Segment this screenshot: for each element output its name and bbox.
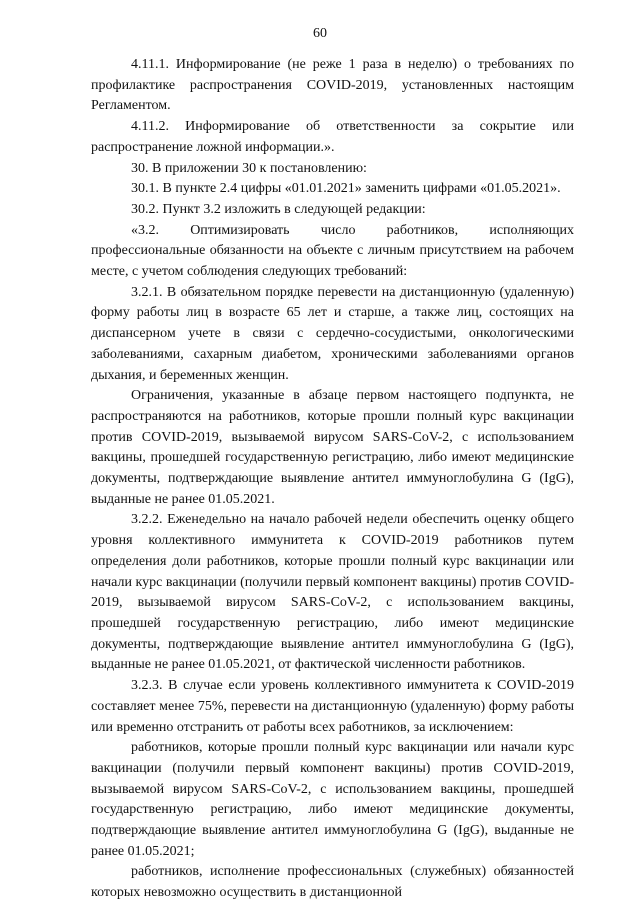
paragraph-vaccinated-workers: работников, которые прошли полный курс вакцинации или начали курс вакцинации (получили первый компонент вакцины) против COVID-2019, вызываемой вирусом SARS-CoV-2, с использованием вакцины, прошедшей государственную регистрацию, либо имеют медицинские документы, подтверждающие выявление антител иммуноглобулина G (IgG), выданные не ранее 01.05.2021;	[91, 740, 574, 859]
paragraph-3-2-1: 3.2.1. В обязательном порядке перевести на дистанционную (удаленную) форму работы лиц в возрасте 65 лет и старше, а также лиц, состоящих на диспансерном учете в связи с сердечно-сосудистыми, онкологическими заболеваниями, сахарным диабетом, хроническими заболеваниями органов дыхания, и беременных женщин.	[91, 284, 574, 383]
paragraph-remote-impossible: работников, исполнение профессиональных (служебных) обязанностей которых невозможно осуществить в дистанционной	[91, 864, 574, 901]
page-number: 60	[313, 26, 327, 41]
paragraph-restrictions: Ограничения, указанные в абзаце первом настоящего подпункта, не распространяются на работников, которые прошли полный курс вакцинации против COVID-2019, вызываемой вирусом SARS-CoV-2, с использованием вакцины, прошедшей государственную регистрацию, либо имеют медицинские документы, подтверждающие выявление антител иммуноглобулина G (IgG), выданные не ранее 01.05.2021.	[91, 388, 574, 507]
paragraph-3-2-3: 3.2.3. В случае если уровень коллективного иммунитета к COVID-2019 составляет менее 75%, перевести на дистанционную (удаленную) форму работы или временно отстранить от работы всех работников, за исключением:	[91, 678, 574, 735]
paragraph-30-2: 30.2. Пункт 3.2 изложить в следующей редакции:	[131, 201, 426, 217]
paragraph-4-11-1: 4.11.1. Информирование (не реже 1 раза в неделю) о требованиях по профилактике распространения COVID-2019, установленных настоящим Регламентом.	[91, 57, 574, 114]
paragraph-3-2: «3.2. Оптимизировать число работников, исполняющих профессиональные обязанности на объекте с личным присутствием на рабочем месте, с учетом соблюдения следующих требований:	[91, 222, 574, 280]
paragraph-3-2-2: 3.2.2. Еженедельно на начало рабочей недели обеспечить оценку общего уровня коллективного иммунитета к COVID-2019 работников путем определения доли работников, которые прошли полный курс вакцинации или начали курс вакцинации (получили первый компонент вакцины) против COVID-2019, вызываемой вирусом SARS-CoV-2, с использованием вакцины, прошедшей государственную регистрацию, либо имеют медицинские документы, подтверждающие выявление антител иммуноглобулина G (IgG), выданные не ранее 01.05.2021, от фактической численности работников.	[91, 512, 574, 673]
paragraph-30-1: 30.1. В пункте 2.4 цифры «01.01.2021» заменить цифрами «01.05.2021».	[131, 181, 561, 197]
document-body	[91, 55, 574, 904]
paragraph-30: 30. В приложении 30 к постановлению:	[131, 160, 367, 176]
paragraph-4-11-2: 4.11.2. Информирование об ответственности за сокрытие или распространение ложной информации.».	[91, 119, 574, 155]
